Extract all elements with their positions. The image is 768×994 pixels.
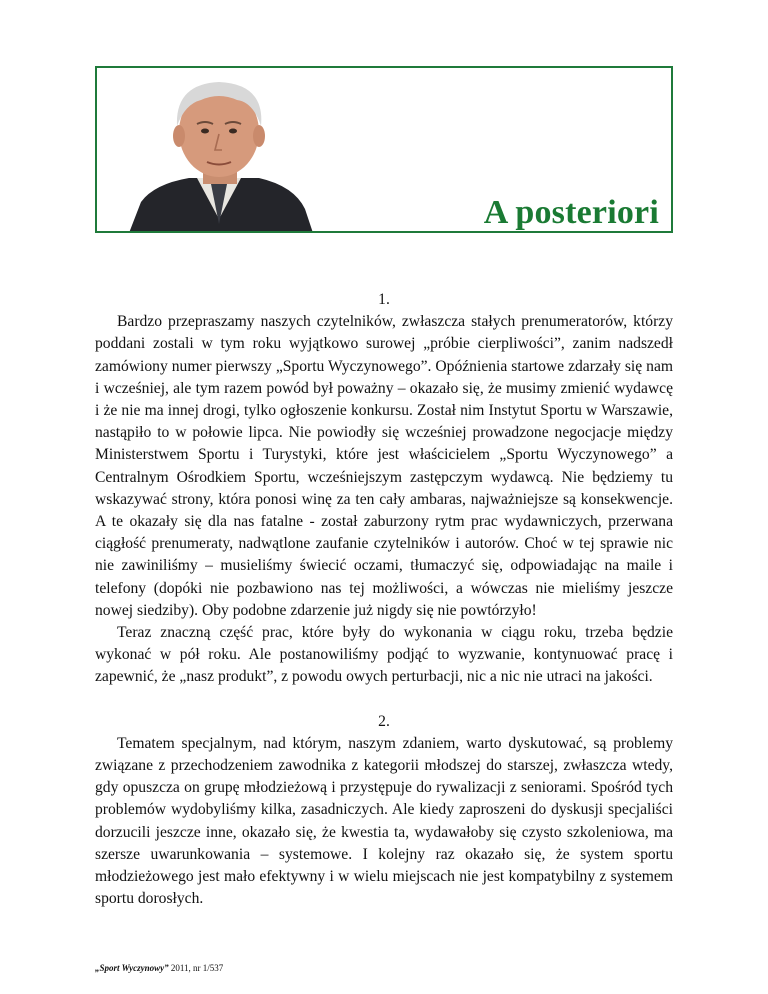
article-title: A posteriori [483, 194, 659, 231]
footer [95, 963, 223, 973]
footer-issue: 2011, nr 1/537 [168, 963, 224, 973]
section-number: 2. [378, 712, 390, 730]
section-number: 1. [378, 291, 390, 308]
paragraph: Tematem specjalnym, nad którym, naszym zdaniem, warto dyskutować, są problemy związane z przechodzeniem zawodnika z kategorii młodszej do starszej, zwłaszcza wtedy, gdy opuszcza on grupę młodzieżową i przystępuje do rywalizacji z seniorami. Spośród tych problemów wydobyliśmy kilka, zasadniczych. Ale kiedy zaproszeni do dyskusji specjaliści dorzucili jeszcze inne, okazało się, że kwestia ta, wydawałoby się czysto szkoleniowa, ma szersze uwarunkowania – systemowe. I kolejny raz okazało się, że system sportu młodzieżowego jest mało efektywny i w wielu miejscach nie jest kompatybilny z systemem sportu dorosłych. [95, 734, 673, 908]
footer-journal: „Sport Wyczynowy” [95, 963, 169, 973]
article-body [95, 289, 673, 910]
paragraph: Bardzo przepraszamy naszych czytelników, zwłaszcza stałych prenumeratorów, którzy poddani zostali w tym roku wyjątkowo surowej „próbie cierpliwości”, zanim nadszedł zamówiony numer pierwszy „Sportu Wyczynowego”. Opóźnienia startowe zdarzały się nam i wcześniej, ale tym razem powód był poważny – okazało się, że musimy zmienić wydawcę i że nie ma innej drogi, tylko ogłoszenie konkursu. Został nim Instytut Sportu w Warszawie, nastąpiło to w połowie lipca. Nie powiodły się wcześniej prowadzone negocjacje między Ministerstwem Sportu i Turystyki, które jest właścicielem „Sportu Wyczynowego” a Centralnym Ośrodkiem Sportu, wcześniejszym zastępczym wydawcą. Nie będziemy tu wskazywać strony, która ponosi winę za ten cały ambaras, najważniejsze są konsekwencje. A te okazały się dla nas fatalne - został zaburzony rytm prac wydawniczych, przerwana ciągłość prenumeraty, nadwątlone zaufanie czytelników i autorów. Choć w tej sprawie nic nie zawiniliśmy – musieliśmy świecić oczami, tłumaczyć się, odpowiadając na maile i telefony (dopóki nie pozbawiono nas tej możliwości, a wówczas nie mieliśmy jeszcze nowej siedziby). Oby podobne zdarzenie już nigdy się nie powtórzyło! [95, 313, 673, 619]
paragraph: Teraz znaczną część prac, które były do wykonania w ciągu roku, trzeba będzie wykonać w pół roku. Ale postanowiliśmy podjąć to wyzwanie, kontynuować pracę i zapewnić, że „nasz produkt”, z powodu owych perturbacji, nic a nic nie utraci na jakości. [95, 624, 673, 686]
header-box [95, 66, 673, 233]
portrait-photo [109, 74, 329, 233]
